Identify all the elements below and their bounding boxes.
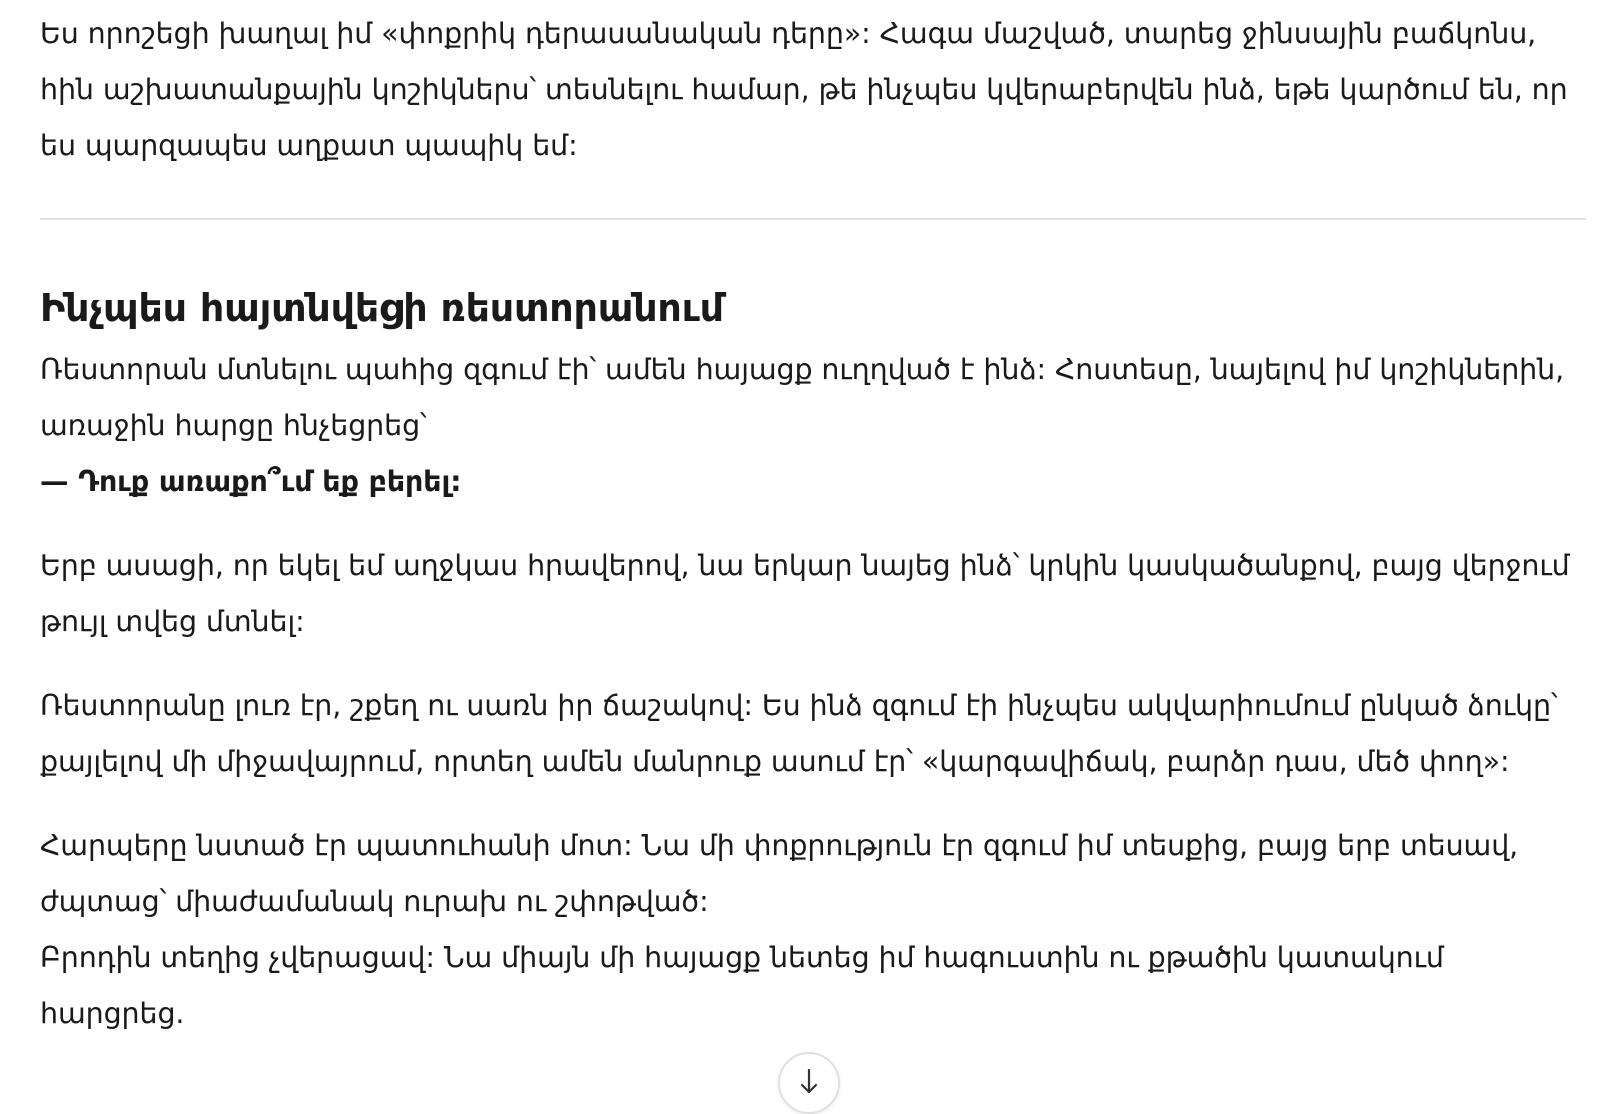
paragraph-line: հարցրեց. bbox=[40, 997, 185, 1030]
section-divider bbox=[40, 218, 1586, 220]
paragraph-line: առաջին հարցը հնչեցրեց՝ bbox=[40, 409, 427, 442]
paragraph-line: Ռեստորանը լուռ էր, շքեղ ու սառն իր ճաշակով: Ես ինձ զգում էի ինչպես ակվարիումում ընկած ձուկը՝ bbox=[40, 689, 1558, 722]
intro-line-1: Ես որոշեցի խաղալ իմ «փոքրիկ դերասանական դերը»: Հագա մաշված, տարեց ջինսային բաճկոնս, bbox=[40, 17, 1537, 50]
paragraph-line: Հարպերը նստած էր պատուհանի մոտ: Նա մի փոքրություն էր զգում իմ տեսքից, բայց երբ տեսավ, bbox=[40, 829, 1519, 862]
paragraph-restaurant bbox=[40, 678, 1586, 790]
intro-line-2: հին աշխատանքային կոշիկներս՝ տեսնելու համար, թե ինչպես կվերաբերվեն ինձ, եթե կարծում են, որ bbox=[40, 73, 1568, 106]
section-heading: Ինչպես հայտնվեցի ռեստորանում bbox=[40, 286, 724, 330]
paragraph-line: Երբ ասացի, որ եկել եմ աղջկաս հրավերով, նա երկար նայեց ինձ՝ կրկին կասկածանքով, բայց վերջում bbox=[40, 549, 1570, 582]
paragraph-entry bbox=[40, 538, 1586, 650]
paragraph-line: Ռեստորան մտնելու պահից զգում էի՝ ամեն հայացք ուղղված է ինձ: Հոստեսը, նայելով իմ կոշիկներին, bbox=[40, 353, 1565, 386]
paragraph-arrival bbox=[40, 342, 1586, 510]
intro-paragraph bbox=[40, 6, 1586, 174]
paragraph-line: թույլ տվեց մտնել: bbox=[40, 605, 305, 638]
arrow-down-icon bbox=[799, 1068, 819, 1096]
intro-line-3: ես պարզապես աղքատ պապիկ եմ: bbox=[40, 129, 578, 162]
scroll-to-bottom-button[interactable] bbox=[778, 1052, 840, 1114]
paragraph-line: ժպտաց՝ միաժամանակ ուրախ ու շփոթված: bbox=[40, 885, 709, 918]
paragraph-line: Բրոդին տեղից չվերացավ: Նա միայն մի հայացք նետեց իմ հագուստին ու քթածին կատակում bbox=[40, 941, 1444, 974]
article-body bbox=[40, 6, 1586, 1042]
paragraph-line: քայլելով մի միջավայրում, որտեղ ամեն մանրուք ասում էր՝ «կարգավիճակ, բարձր դաս, մեծ փող»: bbox=[40, 745, 1510, 778]
paragraph-harper bbox=[40, 818, 1586, 1042]
hostess-quote: — Դուք առաքո՞ւմ եք բերել: bbox=[40, 465, 462, 498]
